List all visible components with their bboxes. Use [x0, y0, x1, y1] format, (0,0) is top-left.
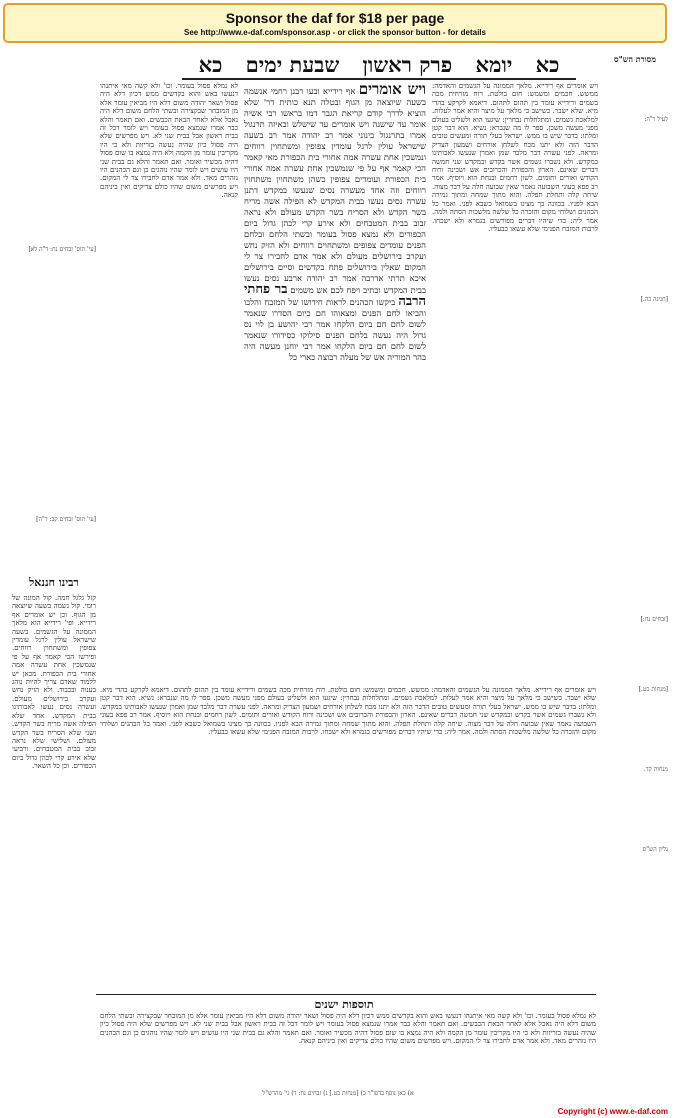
masoret-ref-4: [מנחות כט.]: [638, 686, 668, 693]
perek-label: פרק ראשון: [362, 52, 453, 77]
page-number-left: כא: [198, 52, 223, 77]
masoret-ref-3: [זבחים נח:]: [640, 616, 668, 623]
gemara-mishna-ref: בר פחתי הרבה: [244, 282, 426, 309]
perek-name: שבעת ימים: [245, 52, 340, 77]
masoret-ref-5: מנחות קד.: [643, 766, 668, 773]
sponsor-banner[interactable]: [3, 3, 667, 43]
rabbeinu-chananel-title: רבינו חננאל: [29, 576, 79, 589]
gemara-opening-word: ויש אומרים: [358, 84, 426, 98]
tosafot-column: [100, 82, 238, 572]
side-note-3: גליון הש"ס: [642, 846, 668, 853]
sponsor-subtitle[interactable]: See http://www.e-daf.com/sponsor.asp - or click the sponsor button - for details: [184, 28, 486, 37]
masoret-title: מסורת הש"ס: [614, 54, 656, 64]
tosafot-yeshanim-title: תוספות ישנים: [314, 998, 374, 1011]
rashi-text: ויש אומרים אף רידייא. מלאך הממונה על הגשמים והאדמה: ממשש. חכמים ומשמש: חום בולטת. רוח מזרחית מכה בשמים ורידייא עומד בין תהום לתהום. דיאמא לקרקע בהדי מיא. שלא ישבר. כשישב כי מלאך על מיצר והיא אמר לעלות. למלאכת גשמים. ומתלחלות נבחרין: שיגעו הוא ולשליט בעולם מפני מעשה משכן. ספר לו מה שנברא: נשיא. הוא דבר קטן ומלתו: בדבר שיש בו ממש. ישראל בעלי תורה ומעשים טובים הדבר הזה ולא יתנו מכח לשלחן אורחים ושמעון הצדיק ומראה. לפני עשרה דבר מלבד שמן ואמרן שנעשו לאבותינו במקדש. ולא נשברו גשמים אשר בקדש ובמקדש שני חמשה דברים שאינם. הארון והכפורת והכרובים אש ושכינה ורוח הקודש ואורים ותומים. לשון רחמים ובנחת הוא ויוסיף. אמר רב פפא בעוני השבועה נאמר שאין שבועה חלה על דבר מצוה. שיחה קלה ותחלת תפלה. והוא מתוך שמחה ומתוך גמירה הבא לפניו. בכוונה כך מצינו בשמואל כשבא לפני. ואמר כל הכהנים ושלוחי מקום והזכרה כל שלשה מלשכות הסתה ולמה. אמר ליה: כדי שיהיו דברים מפורשים בגמרא ולא ישכחו. לרבות המזבח הפנימי שלא עשאו כבעליו.: [432, 82, 598, 233]
side-note-1: [עי' תוס' זבחים נח: ד"ה לא]: [28, 246, 96, 253]
copyright-notice[interactable]: Copyright (c) www.e-daf.com: [557, 1107, 668, 1116]
tosafot-text: לא נמלא פסול בעומר. וכו' ולא קשה מאי איתנהו דנעשו באש והוא בקדשים ממש דכיון דלא היה פסול ושאר יהודה משום דלא היו מביאין עומר אלא מן המובחר שבקצירה ובשתי הלחם משום דלא היה נאכל אלא לאחר הבאת הכבשים. ואם תאמר והלא כבר אמרו שנמצא פסול בעומר ויש לומר דכל זה בבית ראשון אבל בבית שני לא. ויש מפרשים שלא היה פסול כיון שהיה נעשה בזריזות ולא כי היו מקריבין עומר מן הקמה ולא היה נמצא בו שום פסול דהיה מכשיר ואומר. ואם תאמר והלא גם בבית שני היו עושים ויש לומר שהיו נוהגים כן וגם הכהנים היו נזהרים מאד. ולא אמר אדם לחבירו צר לי המקום. ויש מפרשים משום שהיו כולם צדיקים ואין ביניהם קנאה.: [100, 82, 238, 200]
gemara-text: אף רידייא ובעו רבנן רחמי אנשמה בשעה שיוצאה מן הגוף ובטלה תנא כותית דר' שלא הוציא לדרך קודם קריאת הגבר דמו בראשו רבי אשיה אומר עד שישנה ויש אומרים עד שישלש ובאיזה תרנגול אמרו בתרנגול בינוני אמר רב יהודה אמר רב בשעה שישראל עולין לרגל עומדין צפופין ומשתחוין רווחים ונמשכין אחת עשרה אמה אחורי בית הכפורת מאי קאמר הכי קאמר אף על פי שנמשכין אחת עשרה אמה אחורי בית הכפורת ועומדים צפופין כשהן משתחוין משתחוין רווחים וזה אחד מעשרה נסים שנעשו במקדש דתנן עשרה נסים נעשו בבית המקדש לא הפילה אשה מריח בשר הקדש ולא הסריח בשר הקדש מעולם ולא נראה זבוב בבית המטבחים ולא אירע קרי לכהן גדול ביום הכפורים ולא נמצא פסול בעומר ובשתי הלחם ובלחם הפנים עומדים צפופים ומשתחוים רווחים ולא הזיק נחש ועקרב בירושלים מעולם ולא אמר אדם לחבירו צר לי המקום שאלין בירושלים פתח בקדשים וסיים בירושלים איכא תרתי אדרבה אמר רב יהודה ארבע נסים נעשו בבית המקדש וכתיב ויפח לכם אש משמים: [244, 86, 426, 295]
commentary-lower-text: ויש אומרים אף רידייא. מלאך הממונה על הגשמים והאדמה: ממשש. חכמים ומשמש: חום בולטת. רוח מזרחית מכה בשמים ורידייא עומד בין תהום לתהום. דיאמא לקרקע בהדי מיא. שלא ישבר. כשישב כי מלאך על מיצר והיא אמר לעלות. למלאכת גשמים. ומתלחלות נבחרין: שיגעו הוא ולשליט בעולם מפני מעשה משכן. ספר לו מה שנברא: נשיא. הוא דבר קטן ומלתו: בדבר שיש בו ממש. ישראל בעלי תורה ומעשים טובים הדבר הזה ולא יתנו מכח לשלחן אורחים ושמעון הצדיק ומראה. לפני עשרה דבר מלבד שמן ואמרן שנעשו לאבותינו במקדש. ולא נשברו גשמים אשר בקדש ובמקדש שני חמשה דברים שאינם. הארון והכפורת והכרובים אש ושכינה ורוח הקודש ואורים ותומים. לשון רחמים ובנחת הוא ויוסיף. אמר רב פפא בעוני השבועה נאמר שאין שבועה חלה על דבר מצוה. שיחה קלה ותחלת תפלה. והוא מתוך שמחה ומתוך גמירה הבא לפניו. בכוונה כך מצינו בשמואל כשבא לפני. ואמר כל הכהנים ושלוחי מקום והזכרה כל שלשה מלשכות הסתה ולמה. אמר ליה: כדי שיהיו דברים מפורשים בגמרא ולא ישכחו. לרבות המזבח הפנימי שלא עשאו כבעליו.: [100, 686, 596, 737]
tosafot-yeshanim-text: לא נמלא פסול בעומר. וכו' ולא קשה מאי איתנהו דנעשו באש והוא בקדשים ממש דכיון דלא היה פסול ושאר יהודה משום דלא היו מביאין עומר אלא מן המובחר שבקצירה ובשתי הלחם משום דלא היה נאכל אלא לאחר הבאת הכבשים. ואם תאמר והלא כבר אמרו שנמצא פסול בעומר ויש לומר דכל זה בבית ראשון אבל בבית שני לא. ויש מפרשים שלא היה פסול כיון שהיה נעשה בזריזות ולא כי היו מקריבין עומר מן הקמה ולא היה נמצא בו שום פסול דהיה מכשיר ואומר. ואם תאמר והלא גם בבית שני היו עושים ויש לומר שהיו נוהגים כן וגם הכהנים היו נזהרים מאד. ולא אמר אדם לחבירו צר לי המקום. ויש מפרשים משום שהיו כולם צדיקים ואין ביניהם קנאה.: [100, 1012, 596, 1046]
gemara-column: [244, 84, 426, 674]
rabbeinu-chananel-text: קול גלגל חמה. קול המונה של רומי. קול נשמה בשעה שיוצאה מן הגוף. וכן יש אומרים אף רידייא. ופי' רידייא הוא מלאך הממונה על הגשמים. בשעה שישראל עולין לרגל עומדין צפופין ומשתחוין רווחים. ופירשו הכי קאמר אף על פי שנמשכין אחת עשרה אמה אחורי בית הכפורת. מכאן יש ללמוד שאדם צריך להיות נוהג בענוה ובכבוד. ולא הזיק נחש ועקרב בירושלים מעולם. ועשרה נסים נעשו לאבותינו בבית המקדש. אחד שלא הפילה אשה מריח בשר הקדש. ושני שלא הסריח בשר הקדש מעולם. ושלישי שלא נראה זבוב בבית המטבחים. ורביעי שלא אירע קרי לכהן גדול ביום הכפורים. וכן כל השאר.: [12, 594, 96, 771]
footnote: א) כאן נוסף בדפו"ר ב) [מנחות כט.] ג) זבחים נח: ד) גי' מהרש"ל: [262, 1090, 414, 1097]
masoret-ref-2: [חגיגה כה.]: [640, 296, 668, 303]
rabbeinu-chananel-column: [12, 594, 96, 994]
talmud-page: [4, 46, 672, 1104]
gemara-continuation: ביקשו הכהנים לראות חידושו של המזבח והלכו והביאו לחם הפנים ומצאוהו חם כיום הסדרו שנאמר לשום לחם חם ביום הלקחו אמר רבי יהושע בן לוי נס גדול היה נעשה בלחם הפנים סילוקו כסידורו שנאמר לשום לחם חם ביום הלקחו אמר רבי יוחנן מעשה היה בהר המוריה אש של מעלה רבוצה כארי: [244, 297, 426, 362]
tosafot-yeshanim-text-block: [100, 1012, 596, 1086]
sponsor-title[interactable]: Sponsor the daf for $18 per page: [225, 10, 445, 26]
divider-line: [96, 994, 596, 995]
tractate-name: יומא: [475, 52, 513, 77]
page-number-right: כא: [535, 52, 560, 77]
gemara-ending: כל: [289, 352, 298, 362]
side-note-2: [עי' תוס' זבחים קב: ד"ה]: [36, 516, 96, 523]
commentary-lower: [100, 686, 596, 991]
page-header: [182, 52, 576, 80]
masoret-ref-1: לעיל ר"ה:: [644, 116, 668, 123]
